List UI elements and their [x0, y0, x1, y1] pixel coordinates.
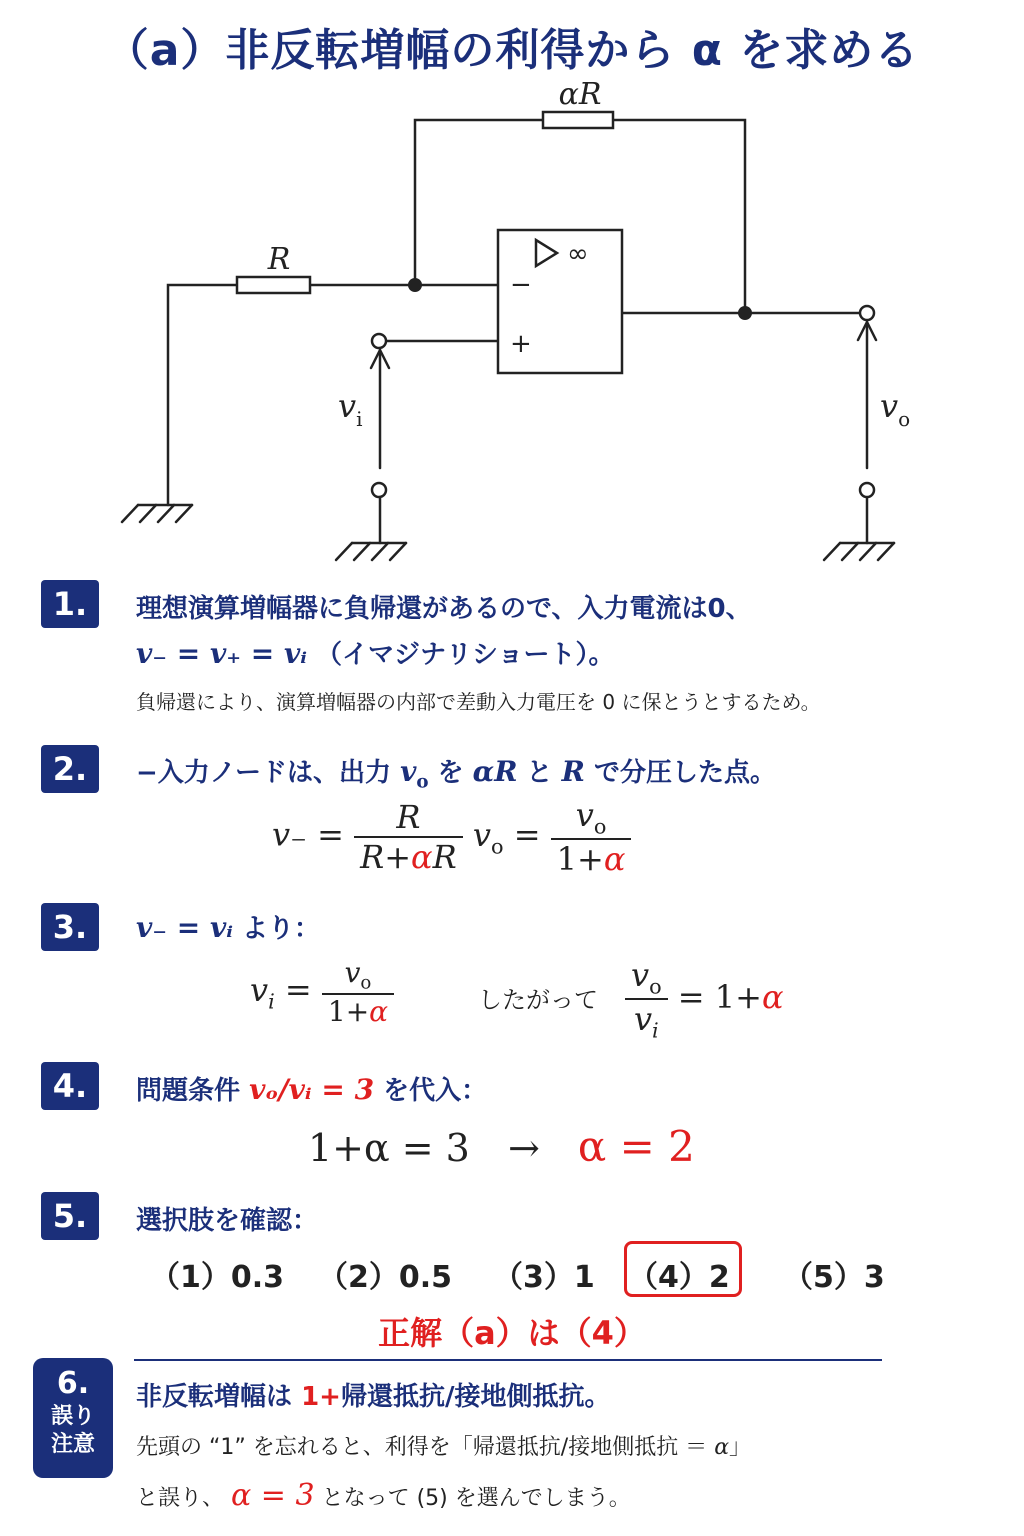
step-1-note: 負帰還により、演算増幅器の内部で差動入力電圧を 0 に保とうとするため。: [136, 690, 821, 714]
label-alphaR: αR: [558, 77, 602, 112]
opamp-plus-label: +: [510, 329, 532, 359]
step-1-badge: 1.: [41, 580, 99, 628]
step-4-result: α = 2: [577, 1122, 695, 1171]
step-4-condition: vₒ/vᵢ = 3: [249, 1073, 375, 1106]
step-4-badge: 4.: [41, 1062, 99, 1110]
ground-icon-left: [122, 505, 192, 522]
label-vi: $v_i$: [338, 387, 363, 431]
resistor-R: [237, 277, 310, 293]
terminal-vo-top: [860, 306, 874, 320]
step-3-fraction-2: $\frac{v_o}{v_i}$: [625, 956, 668, 1043]
step-6-line2: 先頭の “1” を忘れると、利得を「帰還抵抗/接地側抵抗 ＝ α」: [136, 1435, 752, 1460]
step-4-head: [136, 1070, 487, 1107]
section-divider: [134, 1359, 882, 1361]
opamp-infinity-label: ∞: [567, 239, 589, 269]
step-3-equation: $v_i$ = $\frac{v_o}{1+\alpha}$: [250, 956, 394, 1028]
terminal-vo-bottom: [860, 483, 874, 497]
non-inverting-amplifier-circuit: [0, 70, 1024, 570]
step-2-mid1: を: [437, 758, 464, 788]
page-title: （a）非反転増幅の利得から α を求める: [104, 25, 920, 76]
step-4-arrow: →: [507, 1126, 540, 1170]
label-R: R: [267, 242, 291, 277]
step-1-imaginary-short: （イマジナリショート）。: [316, 640, 615, 670]
terminal-vi-bottom: [372, 483, 386, 497]
step-4-pre: 問題条件: [136, 1076, 241, 1106]
step-2-eq-lhs: v₋ =: [272, 815, 344, 854]
step-3-badge: 3.: [41, 903, 99, 951]
step-2-badge: 2.: [41, 745, 99, 793]
step-2-mid2: と: [526, 758, 553, 788]
step-2-fraction-1: $\frac{R}{R+\alpha R}$: [354, 798, 463, 876]
junction-minus-node: [408, 278, 422, 292]
step-2-post: で分圧した点。: [593, 758, 776, 788]
step-6-line3: と誤り、 α = 3 となって (5) を選んでしまう。: [136, 1478, 631, 1513]
step-4-eq-left: 1+α = 3: [308, 1126, 470, 1170]
step-4-equation: [308, 1122, 695, 1171]
terminal-vi-top: [372, 334, 386, 348]
label-vo: $v_o$: [880, 387, 911, 431]
correct-answer: 正解（a）は（4）: [378, 1314, 646, 1352]
step-6-head: 非反転増幅は 1+帰還抵抗/接地側抵抗。: [136, 1382, 611, 1412]
step-3-head-math: v₋ = vᵢ: [136, 911, 233, 944]
step-6-badge: [33, 1358, 113, 1478]
junction-output-node: [738, 306, 752, 320]
step-5-head: 選択肢を確認：: [136, 1206, 319, 1236]
ground-icon-right: [824, 543, 894, 560]
choice-2: （2）0.5: [318, 1260, 453, 1295]
step-1-line2: [136, 634, 615, 671]
ground-icon-mid: [336, 543, 406, 560]
choice-3: （3）1: [493, 1260, 595, 1295]
step-2-equation: [272, 796, 631, 878]
step-3-therefore: したがって: [478, 986, 598, 1014]
resistor-alphaR: [543, 112, 613, 128]
step-6-number: 6.: [56, 1366, 90, 1401]
step-6-caution-label: 誤り注意: [50, 1404, 95, 1457]
step-2-vo: $v_o$: [400, 755, 429, 793]
step-5-badge: 5.: [41, 1192, 99, 1240]
choice-1: （1）0.3: [150, 1260, 285, 1295]
step-3-head-text: より：: [242, 914, 321, 944]
step-2-equals: =: [513, 815, 541, 854]
feedback-wire-right: [613, 120, 745, 313]
step-1-math: v₋ = v₊ = vᵢ: [136, 637, 307, 670]
step-3-fraction-1: $\frac{v_o}{1+\alpha}$: [322, 956, 394, 1028]
step-1-line1: 理想演算増幅器に負帰還があるので、入力電流は0、: [136, 594, 752, 624]
step-2-R: R: [561, 755, 585, 788]
opamp-minus-label: −: [510, 270, 532, 300]
ground-wire-left: [168, 285, 237, 505]
step-2-pre: −入力ノードは、出力: [136, 758, 392, 788]
choice-5: （5）3: [783, 1260, 885, 1295]
step-2-alphaR: αR: [472, 755, 518, 788]
step-4-post: を代入：: [383, 1076, 488, 1106]
step-2-vo-mid: $v_o$: [472, 815, 504, 858]
step-3-head: [136, 908, 320, 945]
step-2-fraction-2: $\frac{v_o}{1+\alpha}$: [551, 796, 632, 878]
step-3-ratio: $\frac{v_o}{v_i}$ = 1+α: [625, 956, 784, 1043]
choice-4: （4）2: [628, 1260, 730, 1295]
step-2-head: [136, 752, 776, 792]
